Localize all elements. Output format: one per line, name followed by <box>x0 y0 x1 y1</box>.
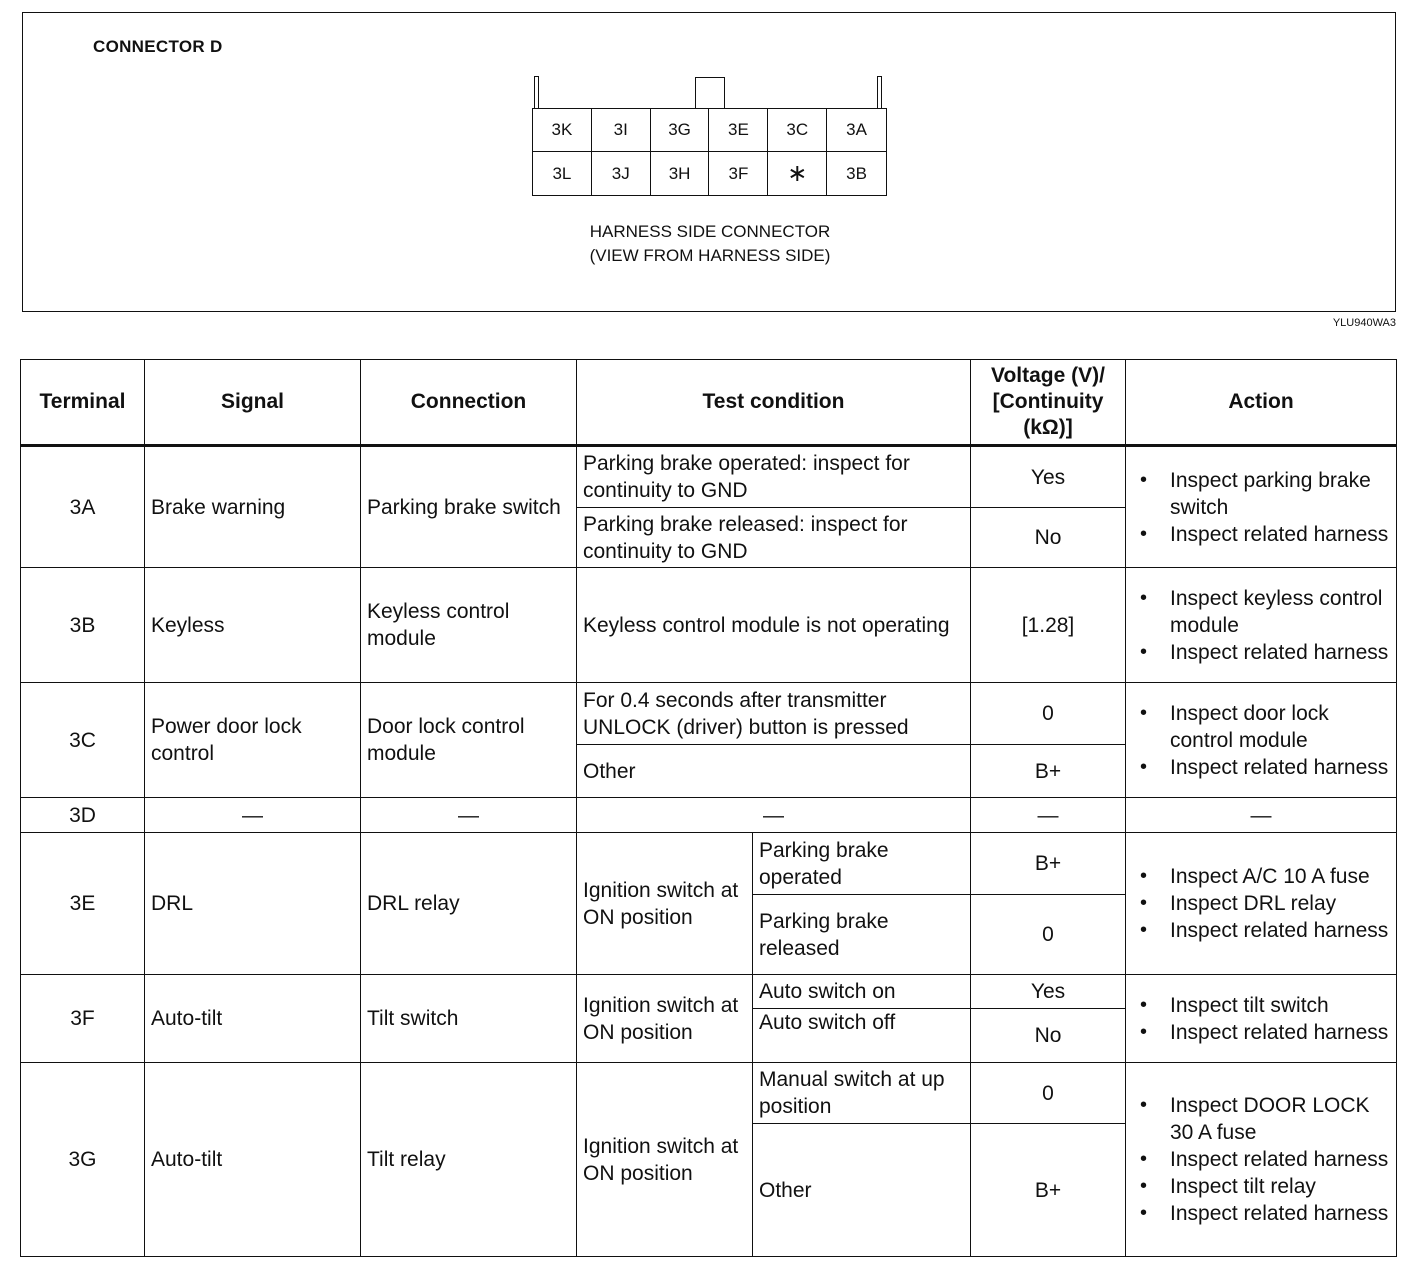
action-cell <box>1126 833 1397 975</box>
connector-caption-line2: (VIEW FROM HARNESS SIDE) <box>589 246 831 265</box>
test-condition-sub-cell: Parking brake released <box>753 895 971 975</box>
terminal-table <box>20 359 1397 1257</box>
action-item: • Inspect related harness <box>1170 1200 1390 1227</box>
connection-cell: Tilt switch <box>361 975 577 1063</box>
signal-cell: Brake warning <box>145 446 361 568</box>
harness-connector <box>532 76 892 196</box>
signal-cell: DRL <box>145 833 361 975</box>
voltage-cell: Yes <box>971 446 1126 508</box>
signal-cell: Auto-tilt <box>145 1063 361 1257</box>
action-item: • Inspect related harness <box>1170 917 1390 944</box>
action-list <box>1132 467 1390 548</box>
pin-3f: 3F <box>709 152 768 195</box>
voltage-cell: B+ <box>971 745 1126 798</box>
test-condition-sub-cell: Other <box>753 1124 971 1257</box>
test-condition-sub-cell: Auto switch on <box>753 975 971 1009</box>
voltage-cell: 0 <box>971 895 1126 975</box>
pin-3e: 3E <box>709 109 768 152</box>
action-item: • Inspect related harness <box>1170 639 1390 666</box>
connector-title: CONNECTOR D <box>93 37 223 56</box>
header-test-condition: Test condition <box>577 360 971 446</box>
test-condition-main-cell: Ignition switch at ON position <box>577 975 753 1063</box>
voltage-cell: 0 <box>971 683 1126 745</box>
table-row <box>21 446 1397 508</box>
connection-cell: — <box>361 798 577 833</box>
voltage-cell: [1.28] <box>971 568 1126 683</box>
test-condition-cell: Keyless control module is not operating <box>577 568 971 683</box>
pin-3a: 3A <box>827 109 886 152</box>
signal-cell: Power door lock control <box>145 683 361 798</box>
pin-3i: 3I <box>592 109 651 152</box>
signal-cell: Keyless <box>145 568 361 683</box>
test-condition-cell: Parking brake released: inspect for continuity to GND <box>577 508 971 568</box>
action-cell <box>1126 568 1397 683</box>
connector-left-post <box>534 76 539 108</box>
action-cell: — <box>1126 798 1397 833</box>
terminal-cell: 3G <box>21 1063 145 1257</box>
test-condition-main-cell: Ignition switch at ON position <box>577 833 753 975</box>
action-cell <box>1126 683 1397 798</box>
test-condition-cell: Other <box>577 745 971 798</box>
action-item: • Inspect door lock control module <box>1170 700 1390 754</box>
action-item: • Inspect tilt switch <box>1170 992 1390 1019</box>
voltage-cell: — <box>971 798 1126 833</box>
header-voltage-line1: Voltage (V)/ <box>991 364 1105 387</box>
header-signal: Signal <box>145 360 361 446</box>
voltage-cell: B+ <box>971 1124 1126 1257</box>
test-condition-sub-cell: Parking brake operated <box>753 833 971 895</box>
table-row <box>21 798 1397 833</box>
action-list <box>1132 863 1390 944</box>
terminal-cell: 3C <box>21 683 145 798</box>
connection-cell: Door lock control module <box>361 683 577 798</box>
pin-3c: 3C <box>768 109 827 152</box>
action-cell <box>1126 975 1397 1063</box>
connector-latch <box>695 77 725 108</box>
table-row <box>21 568 1397 683</box>
signal-cell: Auto-tilt <box>145 975 361 1063</box>
terminal-cell: 3F <box>21 975 145 1063</box>
table-row <box>21 1063 1397 1124</box>
action-item: • Inspect parking brake switch <box>1170 467 1390 521</box>
header-voltage <box>971 360 1126 446</box>
terminal-cell: 3D <box>21 798 145 833</box>
action-item: • Inspect related harness <box>1170 521 1390 548</box>
pin-3h: 3H <box>651 152 710 195</box>
connector-right-post <box>877 76 882 108</box>
action-item: • Inspect A/C 10 A fuse <box>1170 863 1390 890</box>
connection-cell: Parking brake switch <box>361 446 577 568</box>
table-row <box>21 833 1397 895</box>
test-condition-sub-cell: Manual switch at up position <box>753 1063 971 1124</box>
test-condition-cell: Parking brake operated: inspect for continuity to GND <box>577 446 971 508</box>
test-condition-sub-cell: Auto switch off <box>753 1009 971 1063</box>
action-cell <box>1126 1063 1397 1257</box>
pin-3j: 3J <box>592 152 651 195</box>
pin-3b: 3B <box>846 163 867 183</box>
action-list <box>1132 585 1390 666</box>
connector-diagram <box>22 12 1396 312</box>
terminal-cell: 3A <box>21 446 145 568</box>
action-item: • Inspect related harness <box>1170 1019 1390 1046</box>
action-item: • Inspect DOOR LOCK 30 A fuse <box>1170 1092 1390 1146</box>
pin-unused-star: ∗ <box>768 152 827 195</box>
terminal-cell: 3E <box>21 833 145 975</box>
connection-cell: Tilt relay <box>361 1063 577 1257</box>
action-list <box>1132 992 1390 1046</box>
table-header-row <box>21 360 1397 446</box>
pin-3g: 3G <box>651 109 710 152</box>
pin-3l: 3L <box>533 152 592 195</box>
action-item: • Inspect related harness <box>1170 1146 1390 1173</box>
action-item: • Inspect tilt relay <box>1170 1173 1390 1200</box>
header-connection: Connection <box>361 360 577 446</box>
header-action: Action <box>1126 360 1397 446</box>
test-condition-main-cell: Ignition switch at ON position <box>577 1063 753 1257</box>
test-condition-cell: For 0.4 seconds after transmitter UNLOCK (driver) button is pressed <box>577 683 971 745</box>
table-row <box>21 975 1397 1009</box>
test-condition-cell: — <box>577 798 971 833</box>
voltage-cell: No <box>971 1009 1126 1063</box>
connection-cell: Keyless control module <box>361 568 577 683</box>
connector-caption-line1: HARNESS SIDE CONNECTOR <box>589 222 831 241</box>
header-terminal: Terminal <box>21 360 145 446</box>
voltage-cell: B+ <box>971 833 1126 895</box>
terminal-cell: 3B <box>21 568 145 683</box>
voltage-cell: Yes <box>971 975 1126 1009</box>
signal-cell: — <box>145 798 361 833</box>
action-item: • Inspect DRL relay <box>1170 890 1390 917</box>
voltage-cell: 0 <box>971 1063 1126 1124</box>
header-voltage-line2: [Continuity <box>992 390 1104 413</box>
pin-3k: 3K <box>533 109 592 152</box>
table-row <box>21 683 1397 745</box>
action-item: • Inspect related harness <box>1170 754 1390 781</box>
voltage-cell: No <box>971 508 1126 568</box>
action-list <box>1132 1092 1390 1227</box>
action-item: • Inspect keyless control module <box>1170 585 1390 639</box>
connector-pin-grid <box>532 108 887 196</box>
figure-reference-code: YLU940WA3 <box>1332 317 1396 329</box>
connection-cell: DRL relay <box>361 833 577 975</box>
action-cell <box>1126 446 1397 568</box>
action-list <box>1132 700 1390 781</box>
header-voltage-line3: (kΩ)] <box>1023 416 1073 439</box>
